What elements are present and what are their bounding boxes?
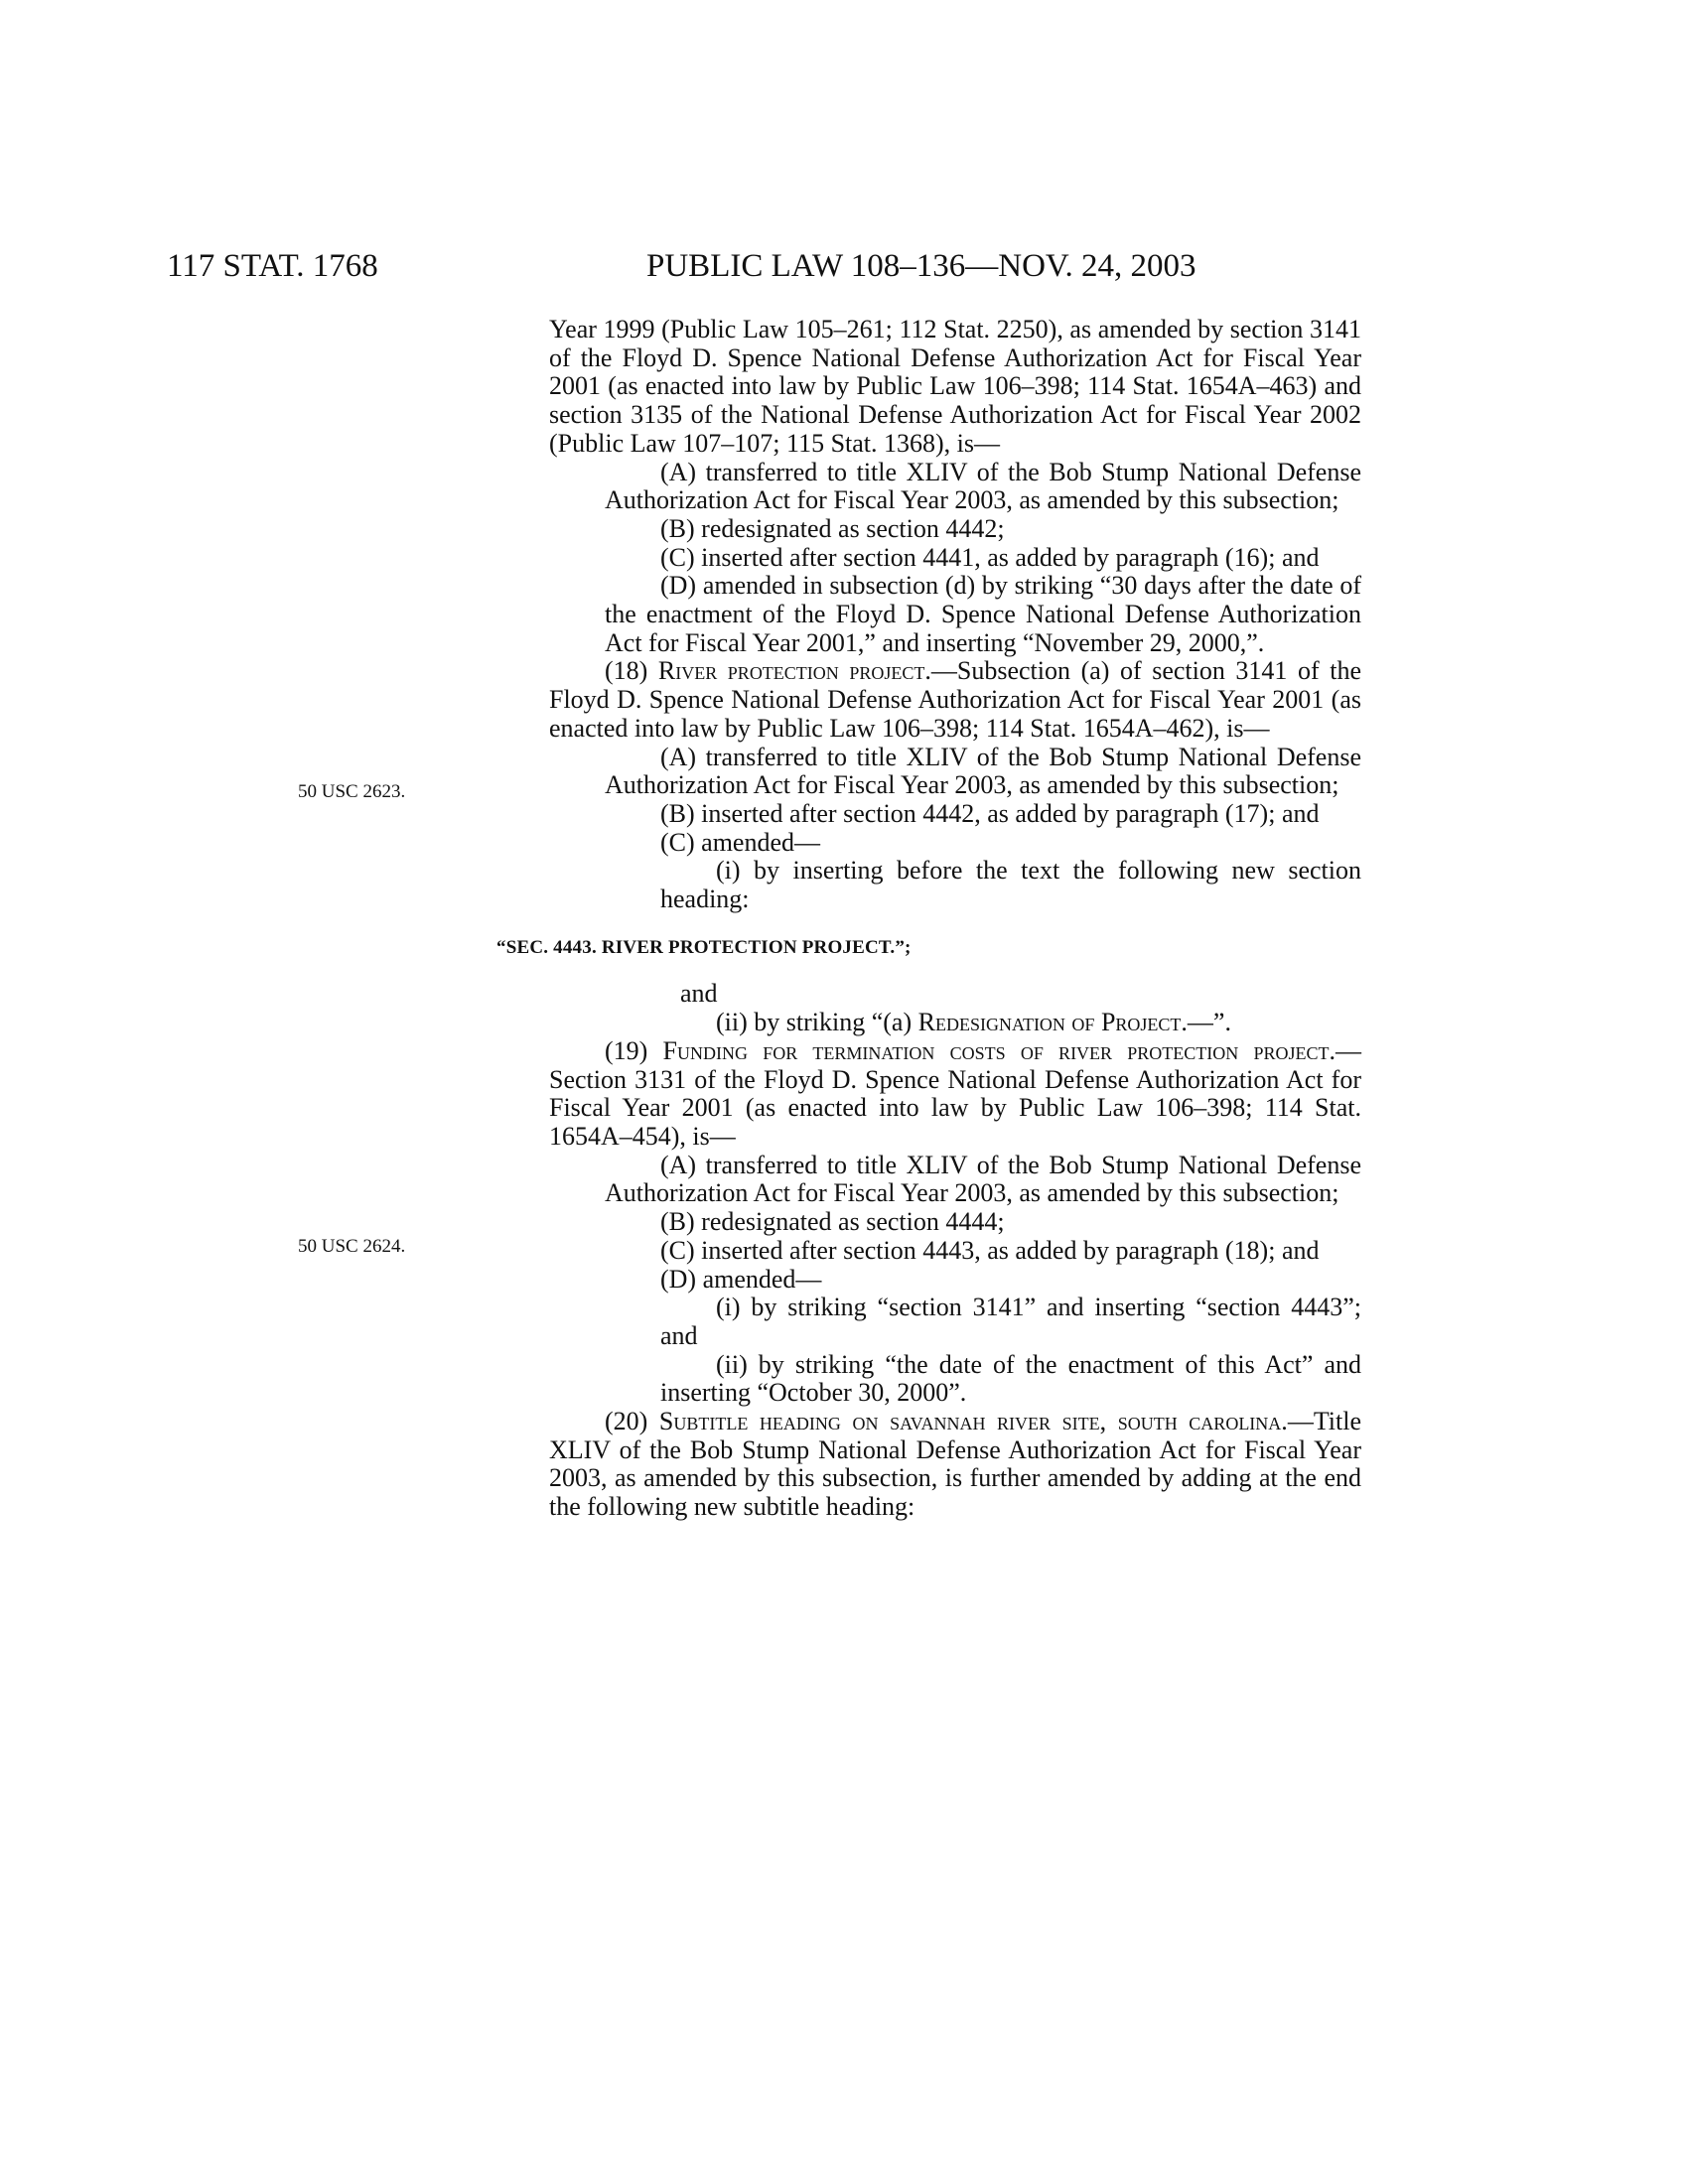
paragraph-19-d-i: (i) by striking “section 3141” and inserting “section 4443”; and — [660, 1293, 1361, 1350]
section-heading-4443: “SEC. 4443. RIVER PROTECTION PROJECT.”; — [496, 936, 912, 958]
margin-note-usc-2623: 50 USC 2623. — [298, 781, 406, 802]
paragraph-18-c-ii — [549, 1009, 1361, 1037]
paragraph-18-heading: River protection project. — [657, 656, 931, 686]
margin-note-usc-2624: 50 USC 2624. — [298, 1236, 406, 1257]
paragraph-17-c: (C) inserted after section 4441, as added by paragraph (16); and — [660, 542, 1320, 572]
paragraph-18-c: (C) amended— — [660, 827, 821, 857]
paragraph-19-number: (19) — [605, 1035, 663, 1065]
conjunction-and: and — [680, 979, 718, 1009]
paragraph-17-d: (D) amended in subsection (d) by striking “30 days after the date of the enactment of the Floyd D. Spence National Defense Authorization Act for Fiscal Year 2001,” and inserting “November 29, 2000,”. — [605, 571, 1361, 657]
paragraph-17-intro: Year 1999 (Public Law 105–261; 112 Stat. 2250), as amended by section 3141 of the Floyd D. Spence National Defense Authorization Act for Fiscal Year 2001 (as enacted into law by Public Law 106–398; 114 Stat. 1654A–463) and section 3135 of the National Defense Authorization Act for Fiscal Year 2002 (Public Law 107–107; 115 Stat. 1368), is— — [549, 315, 1361, 458]
paragraph-19-d-ii: (ii) by striking “the date of the enactment of this Act” and inserting “October 30, 2000”. — [660, 1349, 1361, 1408]
paragraph-19-c: (C) inserted after section 4443, as added by paragraph (18); and — [660, 1235, 1320, 1265]
paragraph-19-b: (B) redesignated as section 4444; — [660, 1207, 1005, 1237]
paragraph-20 — [549, 1408, 1361, 1522]
paragraph-18-c-ii-smallcaps: Redesignation of Project. — [917, 1008, 1188, 1037]
paragraph-19-d: (D) amended— — [660, 1264, 822, 1294]
paragraph-18-text: —Subsection (a) of section 3141 of the Floyd D. Spence National Defense Authorization Act for Fiscal Year 2001 (as enacted into law by Public Law 106–398; 114 Stat. 1654A–462), is— — [549, 656, 1361, 743]
paragraph-19-heading: Funding for termination costs of river protection project. — [662, 1035, 1336, 1065]
paragraph-18-c-i: (i) by inserting before the text the following new section heading: — [660, 856, 1361, 914]
text-column — [496, 315, 1361, 1522]
paragraph-17-b: (B) redesignated as section 4442; — [660, 513, 1005, 543]
paragraph-20-number: (20) — [605, 1407, 659, 1436]
statute-citation: 117 STAT. 1768 — [167, 248, 378, 284]
paragraph-18-c-ii-text: (ii) by striking “(a) — [716, 1008, 918, 1037]
running-head: PUBLIC LAW 108–136—NOV. 24, 2003 — [646, 248, 1196, 284]
paragraph-18-a: (A) transferred to title XLIV of the Bob Stump National Defense Authorization Act for Fiscal Year 2003, as amended by this subsection; — [605, 742, 1361, 800]
paragraph-18-c-ii-end: —”. — [1187, 1008, 1231, 1037]
paragraph-19-text: —Section 3131 of the Floyd D. Spence National Defense Authorization Act for Fiscal Year 2001 (as enacted into law by Public Law 106–398; 114 Stat. 1654A–454), is— — [549, 1035, 1361, 1151]
paragraph-17-a: (A) transferred to title XLIV of the Bob Stump National Defense Authorization Act for Fiscal Year 2003, as amended by this subsection; — [605, 457, 1361, 515]
paragraph-18-number: (18) — [605, 656, 658, 686]
paragraph-19-a: (A) transferred to title XLIV of the Bob Stump National Defense Authorization Act for Fiscal Year 2003, as amended by this subsection; — [605, 1150, 1361, 1208]
paragraph-18 — [549, 657, 1361, 743]
paragraph-18-b: (B) inserted after section 4442, as added by paragraph (17); and — [660, 798, 1320, 828]
paragraph-19 — [549, 1037, 1361, 1152]
paragraph-20-text: —Title XLIV of the Bob Stump National Defense Authorization Act for Fiscal Year 2003, as amended by this subsection, is further amended by adding at the end the following new subtitle heading: — [549, 1407, 1361, 1522]
paragraph-20-heading: Subtitle heading on savannah river site, south carolina. — [658, 1407, 1288, 1436]
